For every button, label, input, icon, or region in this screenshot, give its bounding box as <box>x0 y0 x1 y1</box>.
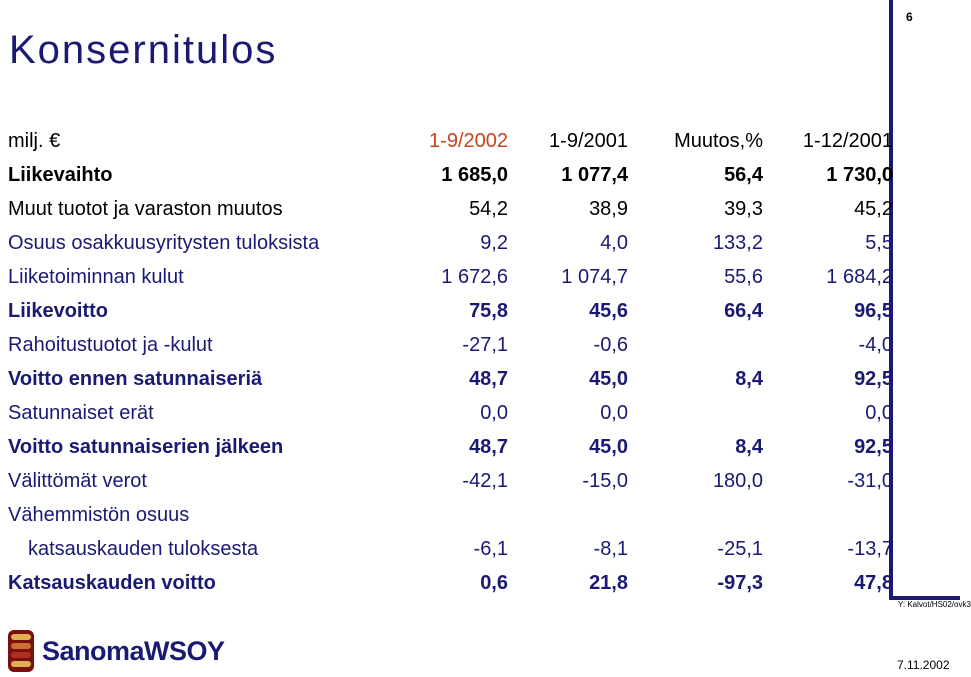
cell: 4,0 <box>600 231 628 254</box>
cell <box>628 396 763 430</box>
row-label: Välittömät verot <box>8 469 147 492</box>
cell: 38,9 <box>589 197 628 220</box>
column-header-1-12-2001: 1-12/2001 <box>802 129 893 152</box>
table-row <box>8 192 893 226</box>
income-statement-table <box>8 124 893 600</box>
page-title: Konsernitulos <box>9 28 278 72</box>
cell: 0,6 <box>480 571 508 594</box>
cell: 45,6 <box>589 299 628 322</box>
cell: 133,2 <box>712 231 763 254</box>
table-row <box>8 430 893 464</box>
cell: 45,0 <box>589 435 628 458</box>
cell: 180,0 <box>712 469 763 492</box>
cell: 0,0 <box>600 401 628 424</box>
cell: -0,6 <box>593 333 628 356</box>
row-label: Liiketoiminnan kulut <box>8 265 184 288</box>
cell: 1 730,0 <box>826 163 893 186</box>
table-row <box>8 532 893 566</box>
cell: 0,0 <box>480 401 508 424</box>
cell: 45,0 <box>589 367 628 390</box>
cell: 9,2 <box>480 231 508 254</box>
cell: 1 074,7 <box>561 265 628 288</box>
cell: -6,1 <box>473 537 508 560</box>
cell: 47,8 <box>854 571 893 594</box>
cell: -97,3 <box>717 571 763 594</box>
cell: 21,8 <box>589 571 628 594</box>
cell: 5,5 <box>865 231 893 254</box>
cell: 54,2 <box>469 197 508 220</box>
table-row <box>8 362 893 396</box>
cell: 1 077,4 <box>561 163 628 186</box>
cell: 39,3 <box>724 197 763 220</box>
table-row <box>8 464 893 498</box>
cell: 1 684,2 <box>826 265 893 288</box>
column-header-1-9-2001: 1-9/2001 <box>549 129 628 152</box>
cell: 55,6 <box>724 265 763 288</box>
cell: -4,0 <box>858 333 893 356</box>
date: 7.11.2002 <box>897 658 950 672</box>
sanoma-logo-icon <box>6 628 36 674</box>
logo-wordmark <box>42 636 225 667</box>
table-row <box>8 328 893 362</box>
cell: 56,4 <box>724 163 763 186</box>
cell: -27,1 <box>462 333 508 356</box>
unit-label: milj. € <box>8 129 61 152</box>
cell <box>763 498 893 532</box>
row-label: Osuus osakkuusyritysten tuloksista <box>8 231 320 254</box>
cell: 1 685,0 <box>441 163 508 186</box>
cell: 0,0 <box>865 401 893 424</box>
cell: -31,0 <box>847 469 893 492</box>
table-header-row <box>8 124 893 158</box>
row-label: Vähemmistön osuus <box>8 503 190 526</box>
row-label: Rahoitustuotot ja -kulut <box>8 333 213 356</box>
table-row <box>8 396 893 430</box>
cell: -13,7 <box>847 537 893 560</box>
cell: 8,4 <box>735 435 763 458</box>
table-row <box>8 294 893 328</box>
row-label: Liikevaihto <box>8 163 113 186</box>
row-label: Katsauskauden voitto <box>8 571 216 594</box>
cell: 1 672,6 <box>441 265 508 288</box>
table-row <box>8 158 893 192</box>
sanomawsoy-logo <box>6 628 225 674</box>
row-label: Satunnaiset erät <box>8 401 154 424</box>
cell: -15,0 <box>582 469 628 492</box>
column-header-change-percent: Muutos,% <box>674 129 763 152</box>
file-path: Y: Kalvot/HS02/ovk3 <box>898 600 971 609</box>
row-label: Muut tuotot ja varaston muutos <box>8 197 283 220</box>
cell <box>408 498 508 532</box>
logo-brand-suffix: WSOY <box>144 635 225 666</box>
column-header-1-9-2002: 1-9/2002 <box>429 129 508 152</box>
cell: 75,8 <box>469 299 508 322</box>
cell: 96,5 <box>854 299 893 322</box>
page-number: 6 <box>906 10 913 24</box>
cell <box>508 498 628 532</box>
cell: 92,5 <box>854 435 893 458</box>
cell: 66,4 <box>724 299 763 322</box>
row-label: katsauskauden tuloksesta <box>28 537 259 560</box>
cell: 92,5 <box>854 367 893 390</box>
cell: -25,1 <box>717 537 763 560</box>
cell: 8,4 <box>735 367 763 390</box>
row-label: Voitto ennen satunnaiseriä <box>8 367 263 390</box>
row-label: Voitto satunnaiserien jälkeen <box>8 435 284 458</box>
cell: 45,2 <box>854 197 893 220</box>
cell: 48,7 <box>469 367 508 390</box>
table-row <box>8 226 893 260</box>
cell: -42,1 <box>462 469 508 492</box>
row-label: Liikevoitto <box>8 299 109 322</box>
cell <box>628 328 763 362</box>
cell: 48,7 <box>469 435 508 458</box>
table-row <box>8 498 893 532</box>
logo-brand: Sanoma <box>42 635 145 666</box>
table-row <box>8 566 893 600</box>
table-row <box>8 260 893 294</box>
cell: -8,1 <box>593 537 628 560</box>
cell <box>628 498 763 532</box>
